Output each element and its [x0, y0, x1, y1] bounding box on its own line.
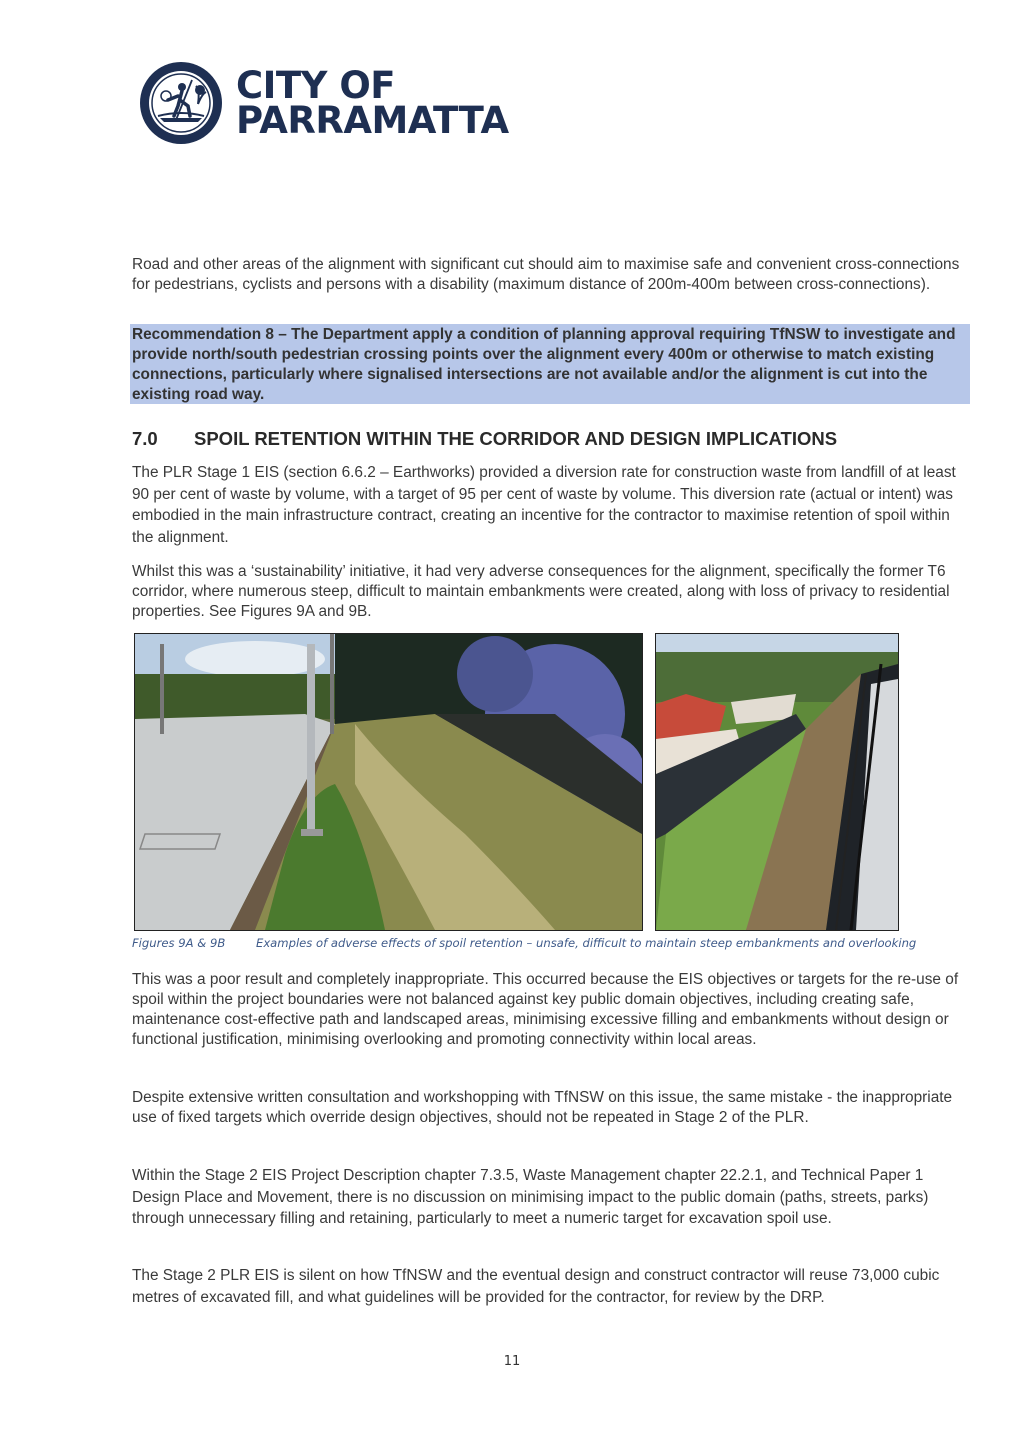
paragraph-5: Within the Stage 2 EIS Project Description chapter 7.3.5, Waste Management chapter 22.2.1, and Technical Paper 1 Design Place and Movement, there is no discussion on minimising impact to the public domain (paths, streets, parks) through unnecessary filling and retaining, particularly to meet a numeric target for excavation spoil use.: [132, 1167, 929, 1227]
paragraph-6: The Stage 2 PLR EIS is silent on how TfNSW and the eventual design and construct contractor will reuse 73,000 cubic metres of excavated fill, and what guidelines will be provided for the contractor, for review by the DRP.: [132, 1267, 940, 1306]
page-number: 11: [503, 1354, 521, 1369]
city-seal-icon: [138, 60, 224, 146]
figure-9a-photo: [134, 633, 643, 931]
intro-paragraph: Road and other areas of the alignment with significant cut should aim to maximise safe and convenient cross-connections for pedestrians, cyclists and persons with a disability (maximum distance of 200m-400m between cross-connections).: [132, 256, 960, 293]
figure-9b-photo: [655, 633, 899, 931]
paragraph-1: The PLR Stage 1 EIS (section 6.6.2 – Earthworks) provided a diversion rate for construction waste from landfill of at least 90 per cent of waste by volume, with a target of 95 per cent of waste by volume. This diversion rate (actual or intent) was embodied in the main infrastructure contract, creating an incentive for the contractor to maximise retention of spoil within the alignment.: [132, 464, 956, 546]
paragraph-3: This was a poor result and completely inappropriate. This occurred because the EIS objectives or targets for the re-use of spoil within the project boundaries were not balanced against key public domain objectives, including creating safe, maintenance cost-effective path and landscaped areas, minimising excessive filling and embankments without design or functional justification, minimising overlooking and promoting connectivity within local areas.: [132, 971, 959, 1048]
recommendation-8: Recommendation 8 – The Department apply a condition of planning approval requiring TfNSW to investigate and provide north/south pedestrian crossing points over the alignment every 400m or otherwise to match existing connections, particularly where signalised intersections are not available and/or the alignment is cut into the existing road way.: [130, 324, 970, 404]
caption-label: Figures 9A & 9B: [132, 936, 226, 950]
section-title: SPOIL RETENTION WITHIN THE CORRIDOR AND DESIGN IMPLICATIONS: [194, 428, 838, 449]
caption-text: Examples of adverse effects of spoil retention – unsafe, difficult to maintain steep embankments and overlooking: [256, 936, 917, 950]
logo-wordmark: [236, 64, 509, 142]
city-logo: [138, 58, 518, 148]
section-number: 7.0: [132, 428, 158, 449]
figure-caption: [132, 934, 1012, 952]
paragraph-4: Despite extensive written consultation and workshopping with TfNSW on this issue, the same mistake - the inappropriate use of fixed targets which override design objectives, should not be repeated in Stage 2 of the PLR.: [132, 1089, 953, 1126]
section-heading: [132, 426, 992, 452]
logo-line-2: PARRAMATTA: [236, 99, 509, 142]
logo-line-1: CITY OF: [236, 64, 396, 107]
paragraph-2: Whilst this was a ‘sustainability’ initiative, it had very adverse consequences for the alignment, specifically the former T6 corridor, where numerous steep, difficult to maintain embankments were created, along with loss of privacy to residential properties. See Figures 9A and 9B.: [132, 563, 950, 620]
